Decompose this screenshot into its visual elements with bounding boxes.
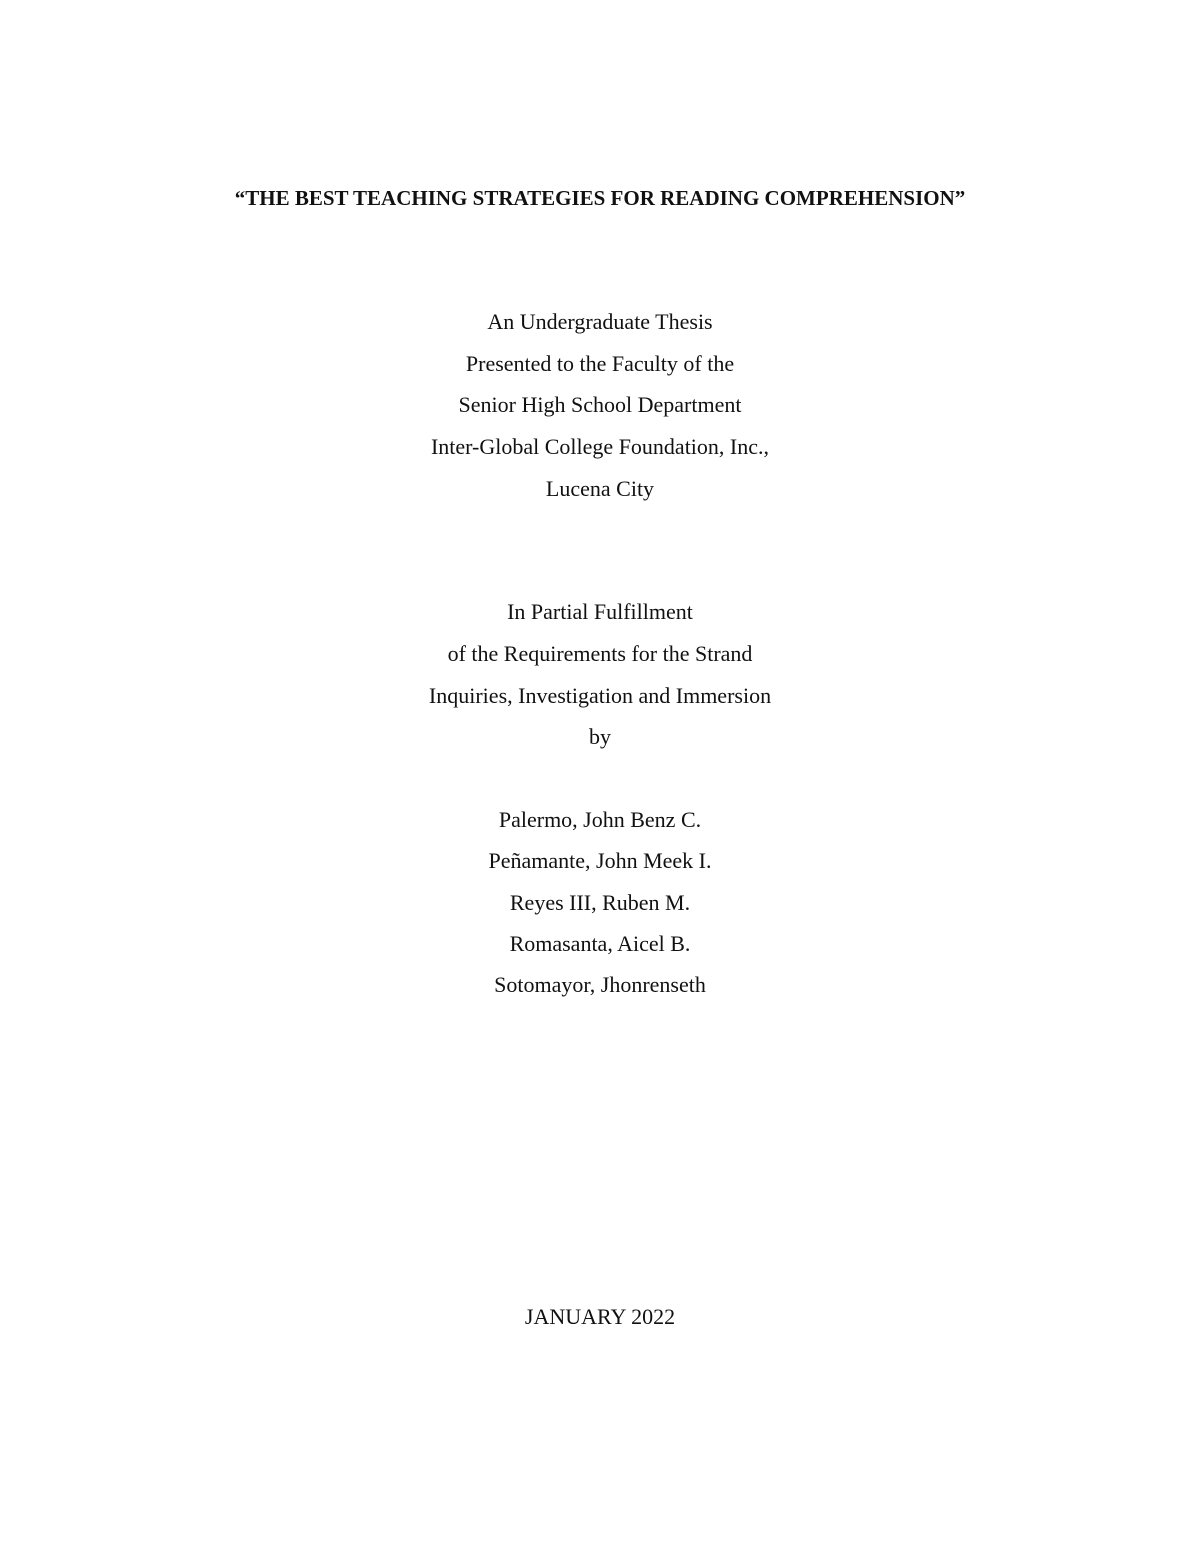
presentation-line: Senior High School Department <box>458 392 742 417</box>
presentation-line: Inter-Global College Foundation, Inc., <box>430 434 770 459</box>
thesis-title: “THE BEST TEACHING STRATEGIES FOR READING COMPREHENSION” <box>234 186 966 210</box>
presentation-line: Presented to the Faculty of the <box>465 351 735 376</box>
author-name: Sotomayor, Jhonrenseth <box>494 972 706 997</box>
fulfillment-line: of the Requirements for the Strand <box>447 641 753 666</box>
author-name: Reyes III, Ruben M. <box>509 890 691 915</box>
fulfillment-line: In Partial Fulfillment <box>507 599 693 624</box>
presentation-line: Lucena City <box>545 476 655 501</box>
author-name: Peñamante, John Meek I. <box>488 848 712 873</box>
author-name: Romasanta, Aicel B. <box>509 931 691 956</box>
submission-date: JANUARY 2022 <box>524 1304 676 1329</box>
author-name: Palermo, John Benz C. <box>498 807 702 832</box>
fulfillment-line: by <box>589 724 611 749</box>
presentation-line: An Undergraduate Thesis <box>487 309 713 334</box>
fulfillment-line: Inquiries, Investigation and Immersion <box>428 683 772 708</box>
